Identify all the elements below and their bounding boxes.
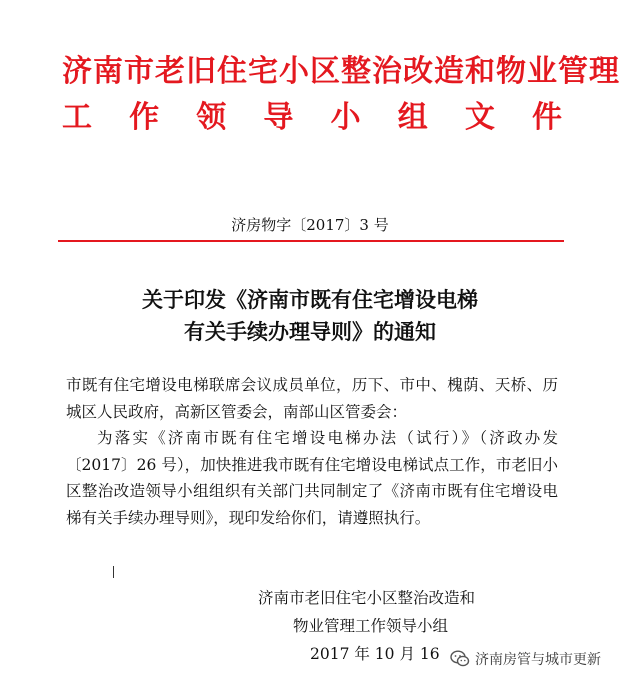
document-header-line2 <box>62 98 562 138</box>
signature-date: 2017 年 10 月 16 <box>310 645 440 663</box>
notice-body <box>66 372 558 531</box>
notice-title-line1: 关于印发《济南市既有住宅增设电梯 <box>142 287 478 312</box>
header-char: 小 <box>330 100 361 135</box>
watermark-text: 济南房管与城市更新 <box>475 652 601 668</box>
recipients-paragraph: 市既有住宅增设电梯联席会议成员单位，历下、市中、槐荫、天桥、历城区人民政府，高新区管委会，南部山区管委会： <box>66 376 558 421</box>
header-char: 作 <box>129 100 160 135</box>
notice-title <box>0 284 620 348</box>
document-header-line1: 济南市老旧住宅小区整治改造和物业管理 <box>62 54 620 89</box>
header-char: 组 <box>397 100 428 135</box>
signature-org-line1: 济南市老旧住宅小区整治改造和 <box>258 589 476 607</box>
header-char: 工 <box>62 100 92 135</box>
main-paragraph: 为落实《济南市既有住宅增设电梯办法（试行）》（济政办发〔2017〕26 号），加快推进我市既有住宅增设电梯试点工作，市老旧小区整治改造领导小组组织有关部门共同制定了《济南市既有住宅增设电梯有关手续办理导则》，现印发给你们，请遵照执行。 <box>66 429 558 527</box>
header-char: 文 <box>464 100 495 135</box>
header-divider <box>58 240 564 242</box>
text-cursor <box>113 566 114 578</box>
header-char: 导 <box>263 100 294 135</box>
wechat-icon <box>450 650 470 668</box>
signature-org-line2: 物业管理工作领导小组 <box>293 617 449 635</box>
header-char: 领 <box>196 100 227 135</box>
header-char: 件 <box>531 100 562 135</box>
wechat-watermark <box>447 647 604 671</box>
document-number: 济房物字〔2017〕3 号 <box>231 216 389 234</box>
notice-title-line2: 有关手续办理导则》的通知 <box>184 319 436 344</box>
